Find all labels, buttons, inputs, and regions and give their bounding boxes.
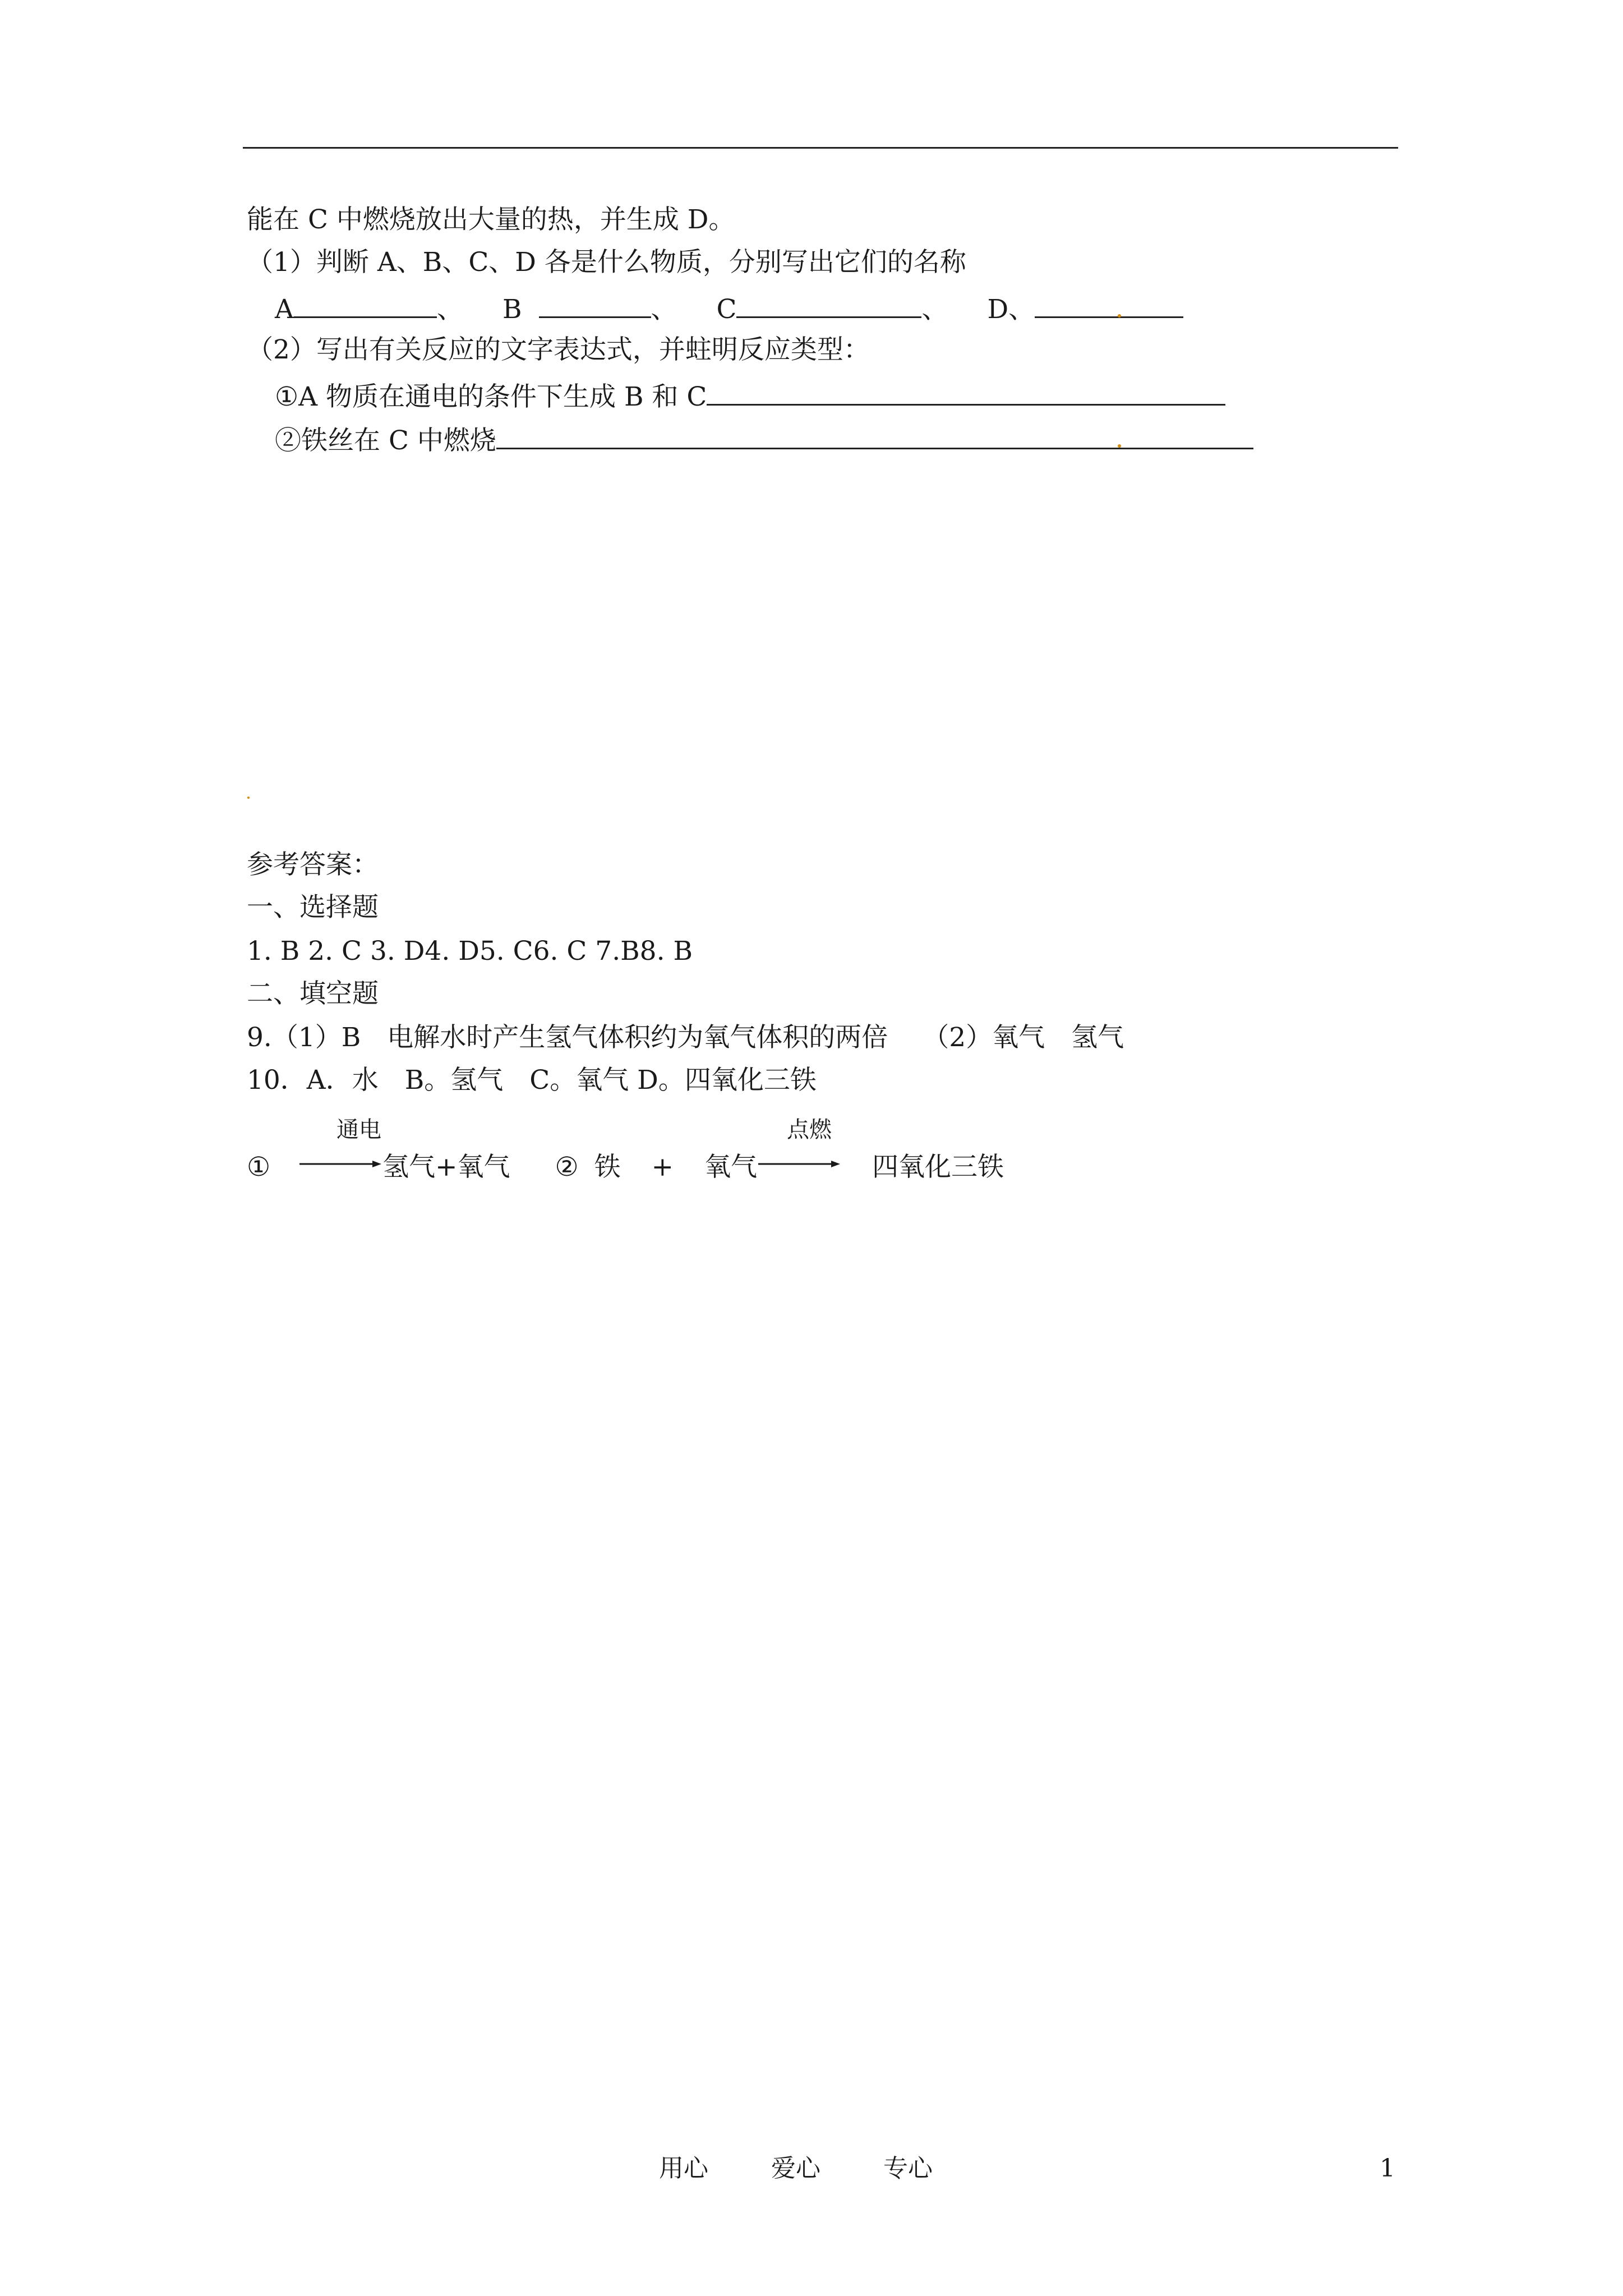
- eq2-reactant-oxygen: 氧气: [704, 1152, 758, 1182]
- footer-slogan-3: 专心: [883, 2154, 933, 2183]
- blank-b-label: B: [502, 294, 522, 325]
- item2-text: ②铁丝在 C 中燃烧: [275, 425, 496, 456]
- condition-ignite: 点燃: [787, 1117, 832, 1143]
- sep-2: 、: [651, 294, 677, 325]
- eq2-product: 四氧化三铁: [872, 1152, 1004, 1182]
- eq2-number: ②: [555, 1152, 579, 1182]
- condition-electrify: 通电: [336, 1117, 381, 1143]
- mc-answers: 1. B 2. C 3. D4. D5. C6. C 7.B8. B: [247, 936, 693, 967]
- q9-answer: 9.（1）B 电解水时产生氢气体积约为氧气体积的两倍 （2）氧气 氢气: [247, 1022, 1124, 1053]
- item2-row: [275, 422, 1253, 458]
- section-1-title: 一、选择题: [247, 892, 379, 923]
- sep-1: 、: [436, 294, 463, 325]
- question-continuation: 能在 C 中燃烧放出大量的热，并生成 D。: [247, 204, 735, 235]
- stray-mark: [1118, 314, 1121, 318]
- blank-b-field[interactable]: [539, 291, 651, 318]
- blank-c-label: C: [716, 294, 737, 325]
- eq1-number: ①: [247, 1152, 271, 1182]
- blank-c-field[interactable]: [736, 291, 921, 318]
- stray-mark: [1118, 444, 1121, 448]
- part2-prompt: （2）写出有关反应的文字表达式，并蛀明反应类型：: [247, 334, 870, 365]
- reaction-arrow-2: [757, 1150, 841, 1176]
- answers-heading: 参考答案：: [247, 849, 379, 880]
- item1-answer-field[interactable]: [707, 378, 1225, 406]
- item1-row: [275, 378, 1225, 414]
- blank-d-label: D、: [987, 294, 1035, 325]
- reaction-arrow-1: [298, 1150, 382, 1176]
- blank-a-field[interactable]: [294, 291, 437, 318]
- footer-slogan-1: 用心: [659, 2154, 708, 2183]
- item2-answer-field[interactable]: [496, 422, 1253, 449]
- eq1-products: 氢气+氧气: [382, 1152, 510, 1182]
- page-number: 1: [1380, 2154, 1395, 2183]
- stray-mark: [247, 797, 250, 799]
- blank-a-label: A: [275, 294, 294, 325]
- equations-row: [247, 1150, 1004, 1184]
- answer-blanks-row: [275, 291, 1183, 326]
- eq2-plus: +: [651, 1152, 674, 1182]
- section-2-title: 二、填空题: [247, 978, 379, 1009]
- footer-slogan-2: 爱心: [771, 2154, 820, 2183]
- sep-3: 、: [921, 294, 948, 325]
- q10-answer: 10．A．水 B。氢气 C。氧气 D。四氧化三铁: [247, 1065, 817, 1096]
- blank-d-field[interactable]: [1035, 291, 1183, 318]
- part1-prompt: （1）判断 A、B、C、D 各是什么物质，分别写出它们的名称: [247, 247, 966, 278]
- item1-text: ①A 物质在通电的条件下生成 B 和 C: [275, 381, 707, 412]
- eq2-reactant-iron: 铁: [594, 1152, 621, 1182]
- header-rule: [243, 147, 1398, 149]
